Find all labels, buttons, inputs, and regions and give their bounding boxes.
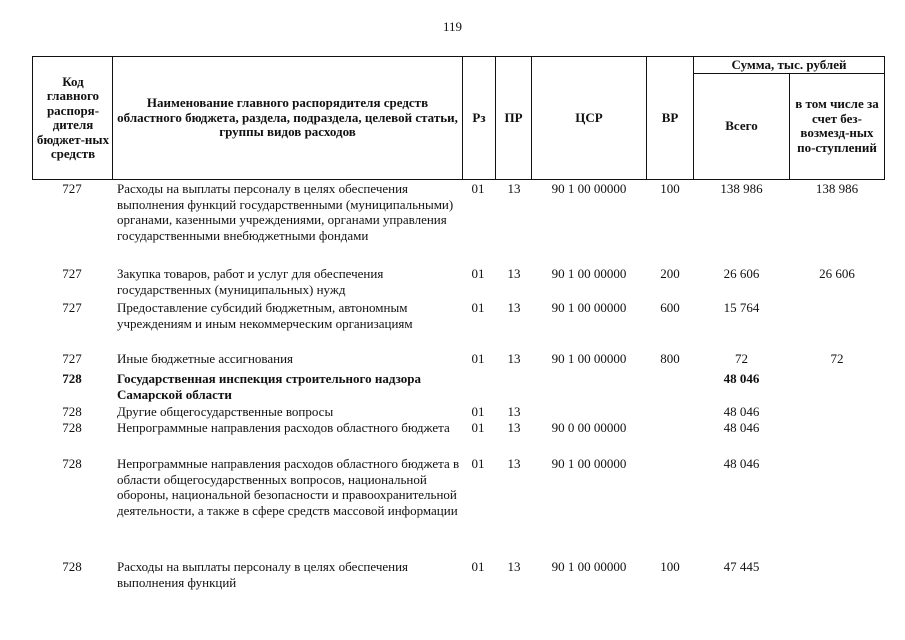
row-name: Расходы на выплаты персоналу в целях обеспечения выполнения функций <box>117 559 409 590</box>
row-code: 727 <box>62 181 82 196</box>
row-csr: 90 1 00 00000 <box>551 351 627 366</box>
row-vr: 100 <box>660 181 680 196</box>
row-name: Государственная инспекция строительного надзора Самарской области <box>117 371 421 402</box>
row-pr: 13 <box>507 351 521 366</box>
row-pr: 13 <box>507 420 521 435</box>
header-free: в том числе за счет без-возмезд-ных по-ступлений <box>795 96 879 155</box>
row-name: Предоставление субсидий бюджетным, автономным учреждениям и иным некоммерческим организациям <box>117 300 413 331</box>
row-code: 727 <box>62 266 82 281</box>
row-name: Другие общегосударственные вопросы <box>117 404 334 419</box>
row-total: 48 046 <box>723 456 760 471</box>
row-total: 138 986 <box>720 181 763 196</box>
header-name: Наименование главного распорядителя средств областного бюджета, раздела, подраздела, целевой статьи, группы видов расходов <box>117 95 458 140</box>
row-total: 72 <box>735 351 748 366</box>
row-pr: 13 <box>507 404 521 419</box>
row-name: Расходы на выплаты персоналу в целях обеспечения выполнения функций государственными (муниципальными) органами, казенными учреждениями, органами управления государственными внебюджетными фондами <box>117 181 454 243</box>
row-free: 138 986 <box>815 181 859 196</box>
row-rz: 01 <box>471 300 485 315</box>
page-number: 119 <box>442 19 463 34</box>
row-rz: 01 <box>471 266 485 281</box>
row-total: 26 606 <box>723 266 760 281</box>
header-bottom-border <box>32 179 885 180</box>
row-code: 728 <box>62 456 82 471</box>
row-total: 48 046 <box>723 371 760 386</box>
row-code: 728 <box>62 559 82 574</box>
row-name: Иные бюджетные ассигнования <box>117 351 294 366</box>
row-rz: 01 <box>471 559 485 574</box>
row-total: 48 046 <box>723 404 760 419</box>
row-rz: 01 <box>471 456 485 471</box>
row-code: 728 <box>62 371 82 386</box>
row-csr: 90 1 00 00000 <box>551 300 627 315</box>
row-rz: 01 <box>471 351 485 366</box>
row-vr: 100 <box>660 559 680 574</box>
row-code: 727 <box>62 351 82 366</box>
row-csr: 90 1 00 00000 <box>551 559 627 574</box>
row-name: Непрограммные направления расходов областного бюджета в области общегосударственных вопросов, национальной обороны, национальной безопасности и правоохранительной деятельности, а также в сфере средств массовой информации <box>117 456 460 518</box>
row-rz: 01 <box>471 181 485 196</box>
row-pr: 13 <box>507 456 521 471</box>
header-total: Всего <box>725 117 758 133</box>
row-total: 47 445 <box>723 559 760 574</box>
row-code: 728 <box>62 404 82 419</box>
header-sum: Сумма, тыс. рублей <box>731 56 847 72</box>
col-border <box>32 56 33 180</box>
row-csr: 90 1 00 00000 <box>551 181 627 196</box>
row-free: 26 606 <box>819 266 855 281</box>
row-pr: 13 <box>507 559 521 574</box>
header-vr: ВР <box>661 109 679 125</box>
header-csr: ЦСР <box>575 109 603 125</box>
row-total: 48 046 <box>723 420 760 435</box>
row-csr: 90 1 00 00000 <box>551 266 627 281</box>
row-code: 727 <box>62 300 82 315</box>
header-code: Код главного распоря-дителя бюджет-ных средств <box>36 73 110 161</box>
row-pr: 13 <box>507 181 521 196</box>
row-csr: 90 0 00 00000 <box>551 420 627 435</box>
col-border <box>112 56 113 180</box>
row-code: 728 <box>62 420 82 435</box>
table-header <box>32 56 885 180</box>
row-total: 15 764 <box>723 300 760 315</box>
row-pr: 13 <box>507 300 521 315</box>
row-pr: 13 <box>507 266 521 281</box>
header-pr: ПР <box>504 109 523 125</box>
row-rz: 01 <box>471 404 485 419</box>
row-name: Закупка товаров, работ и услуг для обеспечения государственных (муниципальных) нужд <box>117 266 384 297</box>
row-free: 72 <box>830 351 844 366</box>
col-border <box>884 56 885 180</box>
row-name: Непрограммные направления расходов областного бюджета <box>117 420 450 435</box>
row-vr: 800 <box>660 351 680 366</box>
row-csr: 90 1 00 00000 <box>551 456 627 471</box>
row-vr: 600 <box>660 300 680 315</box>
row-vr: 200 <box>660 266 680 281</box>
row-rz: 01 <box>471 420 485 435</box>
header-rz: Рз <box>472 109 486 125</box>
